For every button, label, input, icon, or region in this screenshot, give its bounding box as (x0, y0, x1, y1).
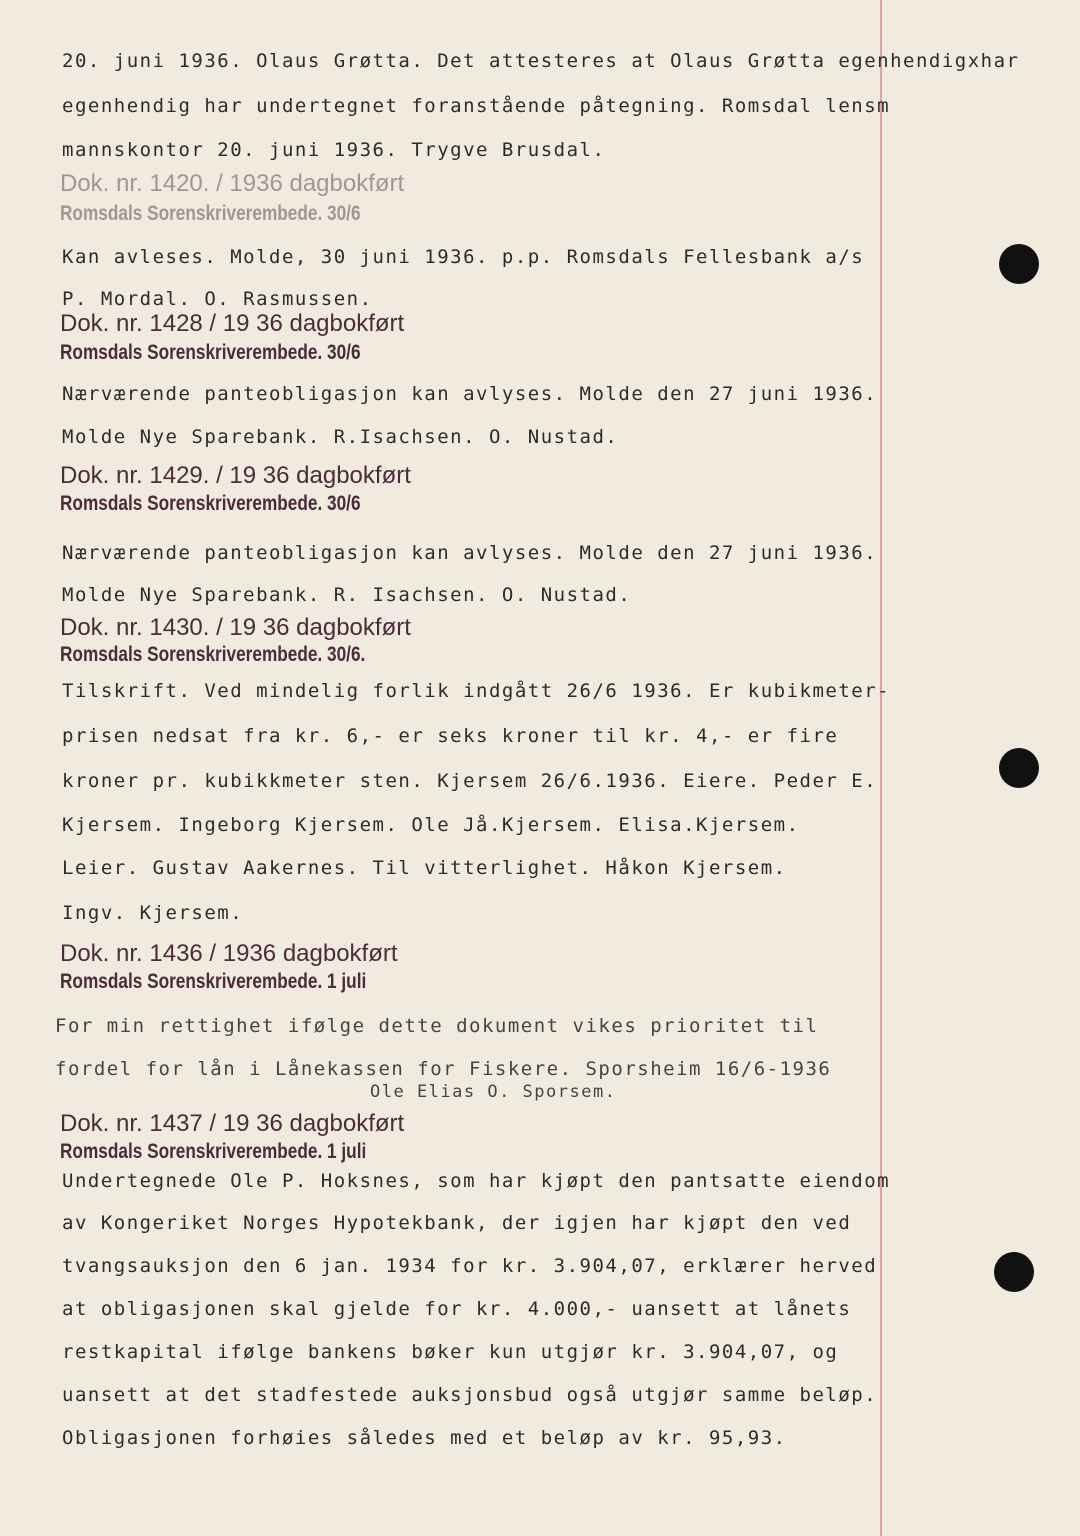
text-line: egenhendig har undertegnet foranstående påtegning. Romsdal lensm (62, 95, 891, 117)
signature-line: Ole Elias O. Sporsem. (370, 1082, 617, 1102)
stamp-office: Romsdals Sorenskriverembede. 30/6 (60, 202, 361, 225)
stamp-office: Romsdals Sorenskriverembede. 30/6. (60, 643, 366, 666)
stamp-office: Romsdals Sorenskriverembede. 1 juli (60, 970, 367, 993)
stamp-dok-number: Dok. nr. 1430. / 19 36 dagbokført (60, 614, 411, 641)
stamp-office: Romsdals Sorenskriverembede. 30/6 (60, 341, 361, 364)
text-line: restkapital ifølge bankens bøker kun utgjør kr. 3.904,07, og (62, 1341, 839, 1363)
text-line: Undertegnede Ole P. Hoksnes, som har kjøpt den pantsatte eiendom (62, 1170, 891, 1192)
margin-rule (880, 0, 882, 1536)
stamp-dok-number: Dok. nr. 1428 / 19 36 dagbokført (60, 310, 405, 337)
text-line: Obligasjonen forhøies således med et beløp av kr. 95,93. (62, 1427, 787, 1449)
stamp-dok-number: Dok. nr. 1436 / 1936 dagbokført (60, 940, 398, 967)
text-line: Kjersem. Ingeborg Kjersem. Ole Jå.Kjersem. Elisa.Kjersem. (62, 814, 800, 836)
text-line: Leier. Gustav Aakernes. Til vitterlighet. Håkon Kjersem. (62, 857, 787, 879)
text-line: Ingv. Kjersem. (62, 902, 244, 924)
text-line: Kan avleses. Molde, 30 juni 1936. p.p. Romsdals Fellesbank a/s (62, 246, 865, 268)
text-line: Nærværende panteobligasjon kan avlyses. Molde den 27 juni 1936. (62, 542, 878, 564)
stamp-office: Romsdals Sorenskriverembede. 30/6 (60, 492, 361, 515)
stamp-dok-number: Dok. nr. 1437 / 19 36 dagbokført (60, 1110, 405, 1137)
text-line: For min rettighet ifølge dette dokument vikes prioritet til (55, 1015, 819, 1037)
text-line: Tilskrift. Ved mindelig forlik indgått 26/6 1936. Er kubikmeter- (62, 680, 891, 702)
text-line: mannskontor 20. juni 1936. Trygve Brusdal. (62, 139, 606, 161)
text-line: uansett at det stadfestede auksjonsbud også utgjør samme beløp. (62, 1384, 878, 1406)
text-line: tvangsauksjon den 6 jan. 1934 for kr. 3.904,07, erklærer herved (62, 1255, 878, 1277)
text-line: prisen nedsat fra kr. 6,- er seks kroner til kr. 4,- er fire (62, 725, 839, 747)
text-line: 20. juni 1936. Olaus Grøtta. Det attesteres at Olaus Grøtta egenhendigxhar (62, 50, 1020, 72)
stamp-dok-number: Dok. nr. 1429. / 19 36 dagbokført (60, 462, 411, 489)
punch-hole (999, 748, 1039, 788)
text-line: kroner pr. kubikkmeter sten. Kjersem 26/6.1936. Eiere. Peder E. (62, 770, 878, 792)
punch-hole (994, 1252, 1034, 1292)
text-line: Molde Nye Sparebank. R. Isachsen. O. Nustad. (62, 584, 632, 606)
text-line: Nærværende panteobligasjon kan avlyses. Molde den 27 juni 1936. (62, 383, 878, 405)
text-line: av Kongeriket Norges Hypotekbank, der igjen har kjøpt den ved (62, 1212, 852, 1234)
text-line: Molde Nye Sparebank. R.Isachsen. O. Nustad. (62, 426, 619, 448)
punch-hole (999, 244, 1039, 284)
text-line: fordel for lån i Lånekassen for Fiskere. Sporsheim 16/6-1936 (55, 1058, 832, 1080)
stamp-dok-number: Dok. nr. 1420. / 1936 dagbokført (60, 170, 405, 197)
text-line: at obligasjonen skal gjelde for kr. 4.000,- uansett at lånets (62, 1298, 852, 1320)
stamp-office: Romsdals Sorenskriverembede. 1 juli (60, 1140, 367, 1163)
text-line: P. Mordal. O. Rasmussen. (62, 288, 373, 310)
